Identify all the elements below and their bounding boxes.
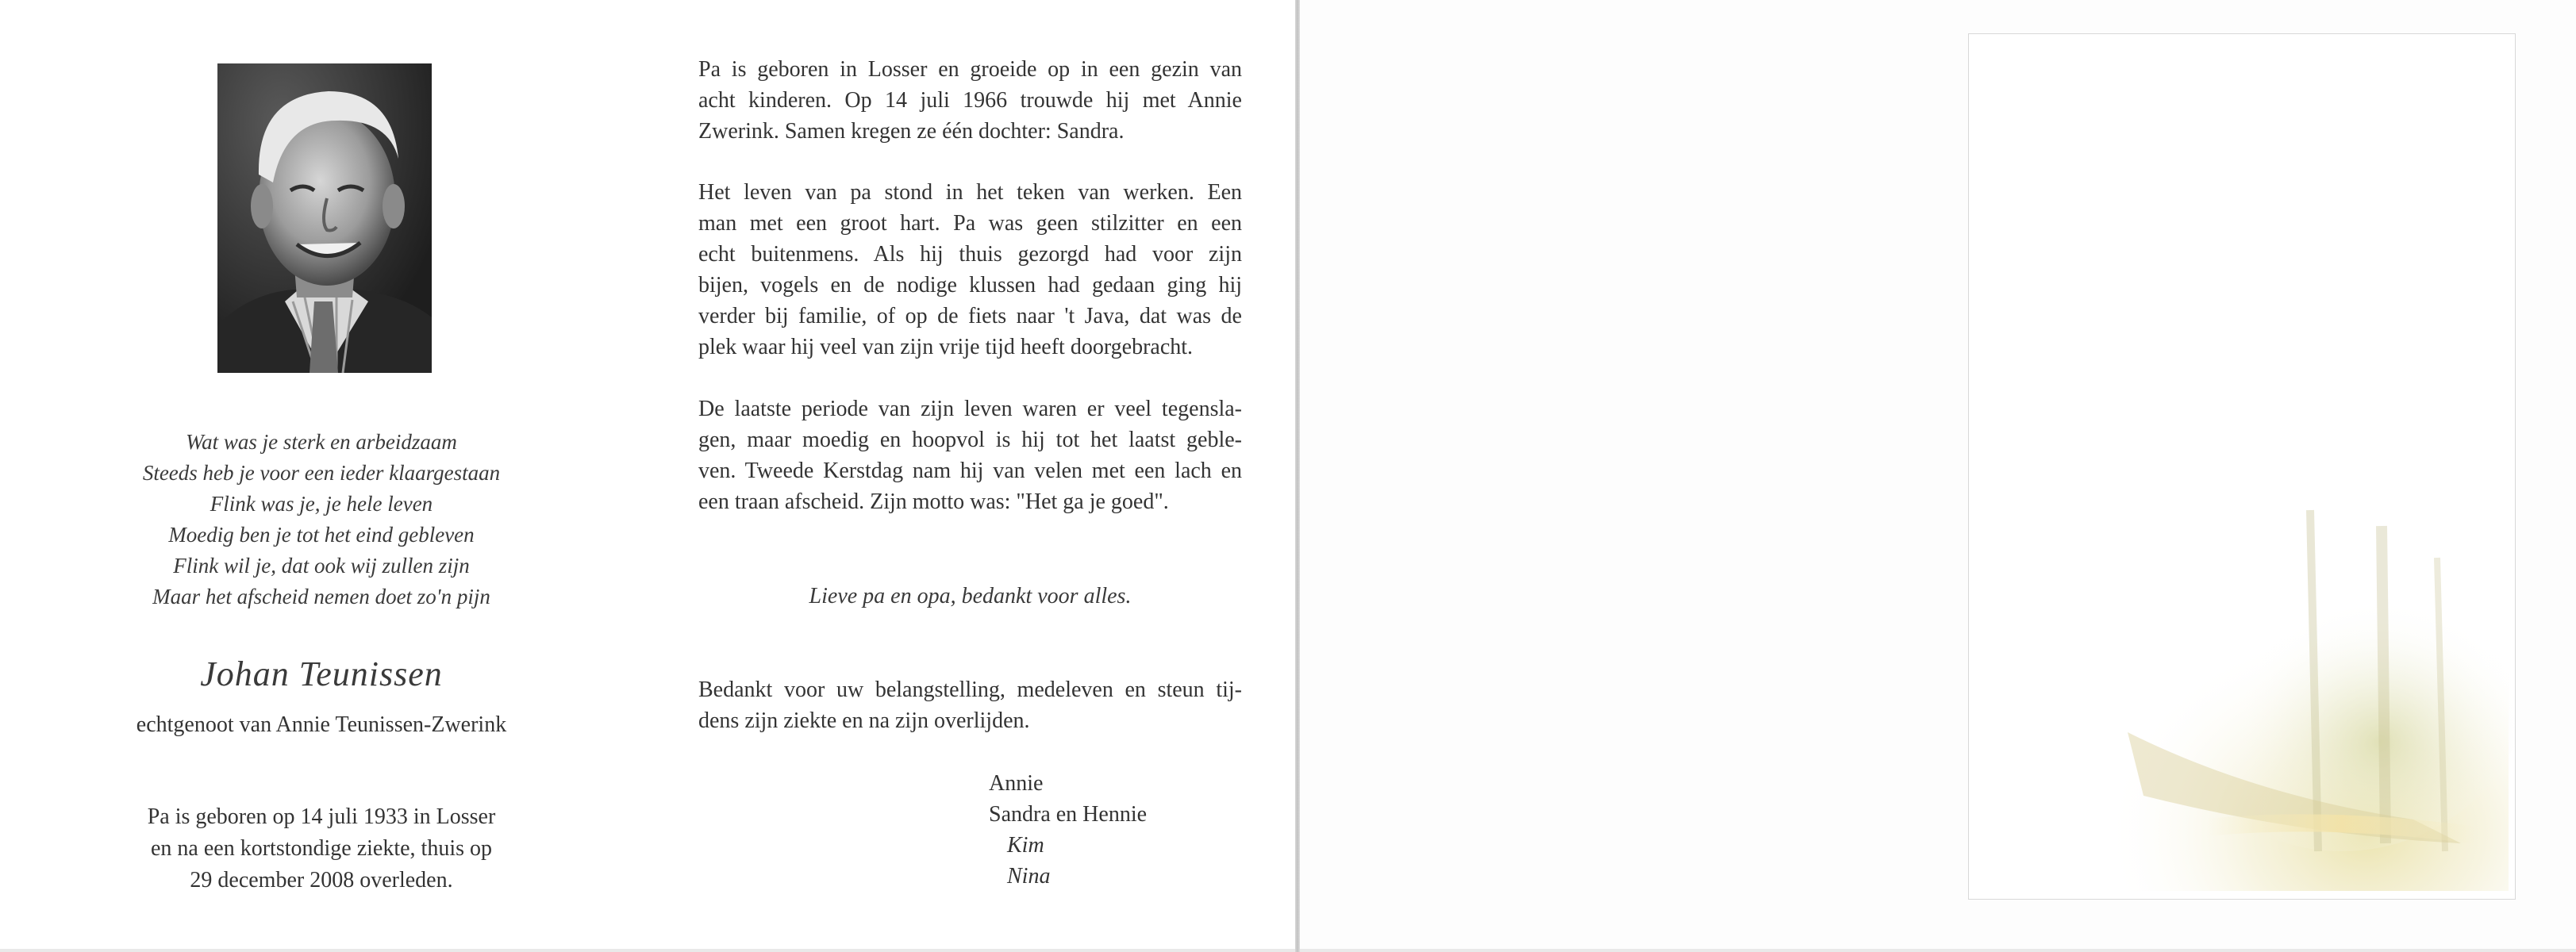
text-line: verder bij familie, of op de fiets naar 't Java, dat was de — [698, 304, 1242, 328]
signer-name: Sandra en Hennie — [989, 802, 1148, 827]
deceased-name: Johan Teunissen — [200, 654, 443, 693]
text-line: een traan afscheid. Zijn motto was: "Het ga je goed". — [698, 489, 1169, 514]
text-line: dens zijn ziekte en na zijn overlijden. — [698, 708, 1030, 733]
thanks-paragraph — [698, 674, 1242, 736]
text-line: echt buitenmens. Als hij thuis gezorgd had voor zijn — [698, 242, 1242, 267]
card-frame — [1968, 33, 2516, 900]
text-line: Pa is geboren in Losser en groeide op in een gezin van — [698, 57, 1242, 82]
text-line: bijen, vogels en de nodige klussen had gedaan ging hij — [698, 273, 1242, 298]
portrait-photo — [217, 63, 432, 373]
watercolor-forest-illustration — [1969, 34, 2515, 899]
poem-line: Flink wil je, dat ook wij zullen zijn — [173, 554, 470, 578]
text-line: Het leven van pa stond in het teken van werken. Een — [698, 180, 1242, 205]
text-line: De laatste periode van zijn leven waren er veel tegensla- — [698, 397, 1242, 421]
poem-line: Steeds heb je voor een ieder klaargestaan — [142, 461, 501, 485]
poem-line: Flink was je, je hele leven — [210, 492, 433, 516]
grandchild-name: Kim — [1007, 833, 1044, 858]
biography-paragraph-2 — [698, 177, 1242, 363]
memorial-poem — [79, 427, 563, 612]
biography-paragraph-1 — [698, 54, 1242, 147]
text-line: plek waar hij veel van zijn vrije tijd heeft doorgebracht. — [698, 335, 1194, 359]
poem-line: Maar het afscheid nemen doet zo'n pijn — [152, 585, 490, 608]
farewell-line: Lieve pa en opa, bedankt voor alles. — [809, 584, 1132, 608]
poem-line: Moedig ben je tot het eind gebleven — [168, 523, 475, 547]
text-line: man met een groot hart. Pa was geen stilzitter en een — [698, 211, 1242, 236]
signer-name: Annie — [989, 771, 1044, 796]
text-line: ven. Tweede Kerstdag nam hij van velen met een lach en — [698, 459, 1242, 483]
text-line: acht kinderen. Op 14 juli 1966 trouwde hij met Annie — [698, 88, 1242, 113]
text-line: gen, maar moedig en hoopvol is hij tot het laatst geble- — [698, 428, 1242, 452]
spouse-line: echtgenoot van Annie Teunissen-Zwerink — [136, 712, 507, 737]
grandchild-name: Nina — [1007, 864, 1051, 889]
text-line: Bedankt voor uw belangstelling, medeleven en steun tij- — [698, 678, 1242, 702]
signatories — [989, 768, 1147, 892]
text-line: en na een kortstondige ziekte, thuis op — [151, 836, 492, 861]
biography-paragraph-3 — [698, 393, 1242, 517]
text-line: 29 december 2008 overleden. — [190, 868, 453, 892]
outside-panel — [1300, 0, 2576, 949]
poem-line: Wat was je sterk en arbeidzaam — [186, 430, 457, 454]
text-line: Pa is geboren op 14 juli 1933 in Losser — [147, 804, 496, 829]
birth-death-text — [79, 801, 563, 896]
text-line: Zwerink. Samen kregen ze één dochter: Sandra. — [698, 119, 1125, 144]
